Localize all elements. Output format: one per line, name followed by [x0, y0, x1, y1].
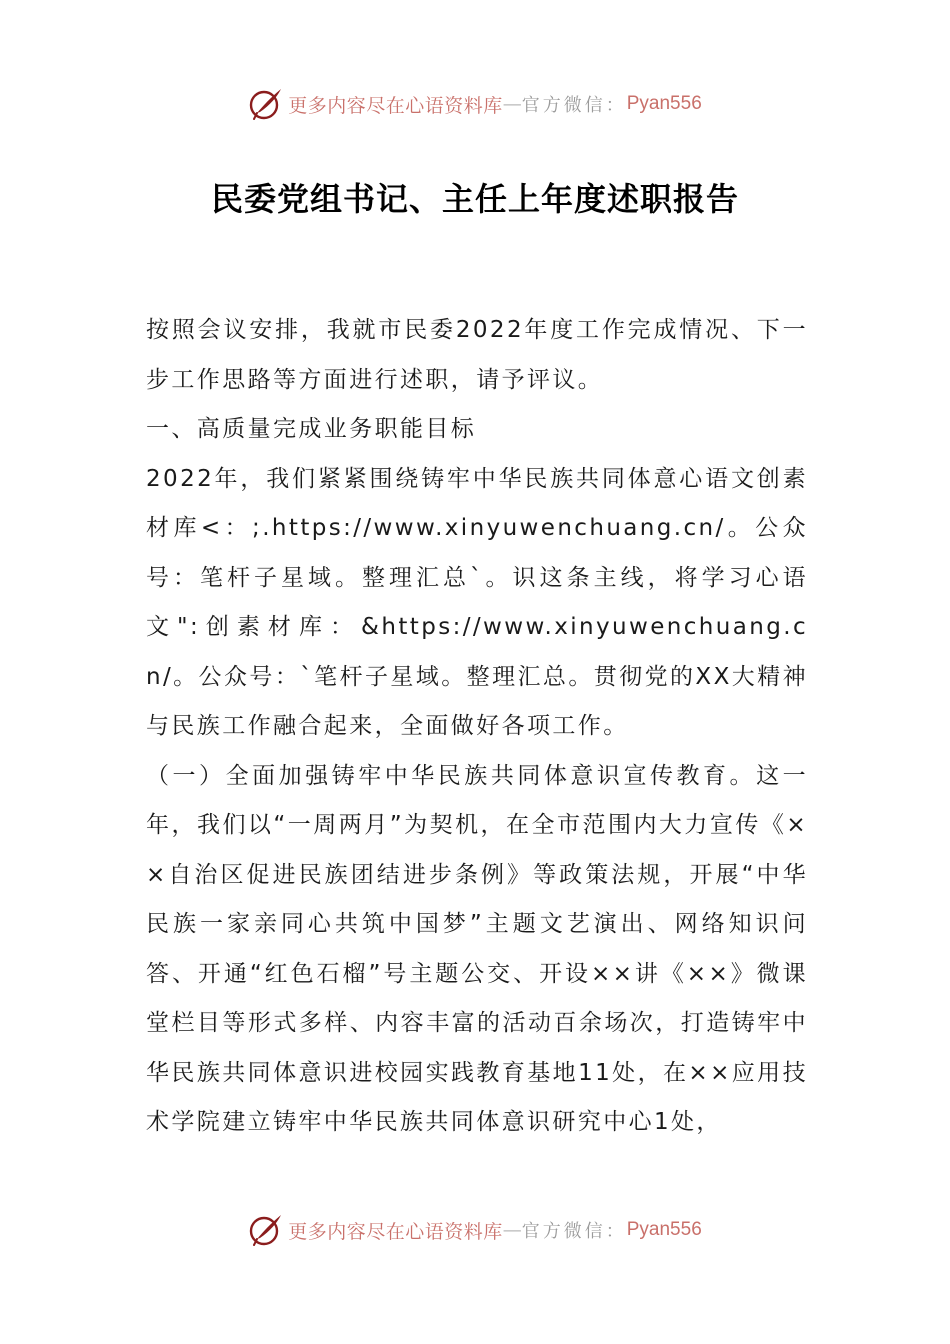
paragraph: （一）全面加强铸牢中华民族共同体意识宣传教育。这一年，我们以“一周两月”为契机，在全市范围内大力宣传《××自治区促进民族团结进步条例》等政策法规，开展“中华民族一家亲同心共筑中国梦”主题文艺演出、网络知识问答、开通“红色石榴”号主题公交、开设××讲《××》微课堂栏目等形式多样、内容丰富的活动百余场次，打造铸牢中华民族共同体意识进校园实践教育基地11处，在××应用技术学院建立铸牢中华民族共同体意识研究中心1处，	[146, 762, 809, 1135]
banner-text: 更多内容尽在心语资料库	[288, 1220, 503, 1243]
paragraph: 2022年，我们紧紧围绕铸牢中华民族共同体意心语文创素材库<：;.https://www.xinyuwenchuang.cn/。公众号：笔杆子星域。整理汇总`。识这条主线，将学习心语文":创素材库：&https://www.xinyuwenchuang.cn/。公众号：`笔杆子星域。整理汇总。贯彻党的XX大精神与民族工作融合起来，全面做好各项工作。	[146, 465, 808, 739]
banner-separator: —	[502, 93, 522, 115]
document-title: 民委党组书记、主任上年度述职报告	[210, 180, 739, 218]
banner-wechat-label: 官方微信：	[521, 1221, 627, 1242]
document-body	[146, 306, 808, 1148]
paragraph-intro: 按照会议安排，我就市民委2022年度工作完成情况、下一步工作思路等方面进行述职，请予评议。	[146, 317, 808, 393]
quill-pen-logo-icon	[248, 86, 284, 122]
banner-wechat-id: Pyan556	[626, 93, 702, 114]
banner-wechat-label: 官方微信：	[521, 95, 627, 116]
section-heading: 一、高质量完成业务职能目标	[146, 416, 477, 442]
banner-text: 更多内容尽在心语资料库	[288, 94, 503, 117]
footer-banner	[0, 1208, 950, 1252]
quill-pen-logo-icon	[248, 1212, 284, 1248]
header-banner	[0, 82, 950, 126]
banner-separator: —	[502, 1219, 522, 1241]
banner-wechat-id: Pyan556	[626, 1219, 702, 1240]
